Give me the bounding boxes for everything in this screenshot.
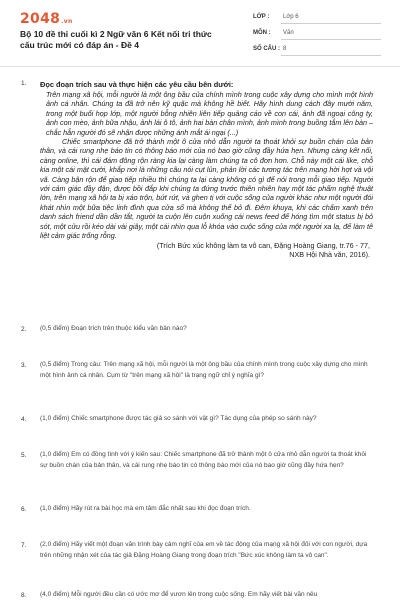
question-number: 1. xyxy=(21,80,27,87)
meta-underline xyxy=(281,55,381,56)
question-1-body xyxy=(40,79,373,259)
question-7-text: (2,0 điểm) Hãy viết một đoạn văn trình bày cảm nghĩ của em về tác động của mạng xã hội đối với con người, dựa trên những nhận xét của tác giả Đặng Hoàng Giang trong đoạn trích "Bức xúc không làm ta vô can". xyxy=(40,541,368,559)
logo-suffix: .vn xyxy=(61,18,73,25)
exam-meta xyxy=(251,10,381,58)
meta-label: MÔN : xyxy=(253,30,271,36)
page-header xyxy=(0,0,400,66)
meta-value: Văn xyxy=(283,30,294,36)
question-5-text: (1,0 điểm) Em có đồng tình với ý kiến sau: Chiếc smartphone đã trở thành một ô cửa nhỏ dẫn người ta thoát khỏi sự buồn chán của bản thân, và cái rung nhẹ báo tin có thông báo mới của nó bao giờ cũng đầy hứa hẹn? xyxy=(40,451,367,469)
question-number: 7. xyxy=(21,542,27,549)
question-number: 6. xyxy=(21,506,27,513)
question-6-text: (1,0 điểm) Hãy rút ra bài học mà em tâm đắc nhất sau khi đọc đoạn trích. xyxy=(40,505,251,512)
question-number: 4. xyxy=(21,416,27,423)
passage-paragraph: Trên mạng xã hội, mỗi người là một ông bầu của chính mình trong cuộc xây dựng cho mình một hình ảnh cá nhân. Chúng ta đã trở nên kỹ quặc mà không hề biết. Hãy hình dung cách đây mười năm, trong một buổi họp lớp, một người bỗng nhiên liên tiếp quảng cáo về con cái, ảnh đã ngoại công ty, ảnh con mèo, ảnh bữa nhậu, ảnh lái ô tô, ảnh hai bàn chân mình, ảnh mình trong buồng tắm lên bàn – chắc hẳn người đó sẽ nhận được những ánh mắt ái ngại (...) xyxy=(46,90,373,137)
question-number: 2. xyxy=(21,326,27,333)
meta-value: 8 xyxy=(283,46,287,52)
question-2-text: (0,5 điểm) Đoạn trích trên thuộc kiểu văn bản nào? xyxy=(40,325,187,332)
meta-row-class xyxy=(251,10,381,26)
logo-text: 2048 xyxy=(20,11,61,27)
document-title: Bộ 10 đề thi cuối kì 2 Ngữ văn 6 Kết nối tri thức cấu trúc mới có đáp án - Đề 4 xyxy=(20,29,212,50)
question-title: Đọc đoạn trích sau và thực hiện các yêu cầu bên dưới: xyxy=(40,80,234,89)
header-divider xyxy=(0,66,400,67)
meta-underline xyxy=(281,39,381,40)
meta-row-subject xyxy=(251,26,381,42)
citation-line: NXB Hội Nhà văn, 2016). xyxy=(289,249,370,259)
meta-underline xyxy=(281,23,381,24)
question-3-text: (0,5 điểm) Trong câu: Trên mạng xã hội, mỗi người là một ông bầu của chính mình trong cuộc xây dựng cho mình một hình ảnh cá nhân. Cụm từ "trên mạng xã hội" là trạng ngữ chỉ ý nghĩa gì? xyxy=(40,361,368,379)
meta-value: Lớp 6 xyxy=(283,14,299,20)
site-logo[interactable] xyxy=(20,11,73,27)
question-number: 8. xyxy=(21,592,27,599)
passage-paragraph: Chiếc smartphone đã trở thành một ô cửa nhỏ dẫn người ta thoát khỏi sự buồn chán của bản thân, và cái rung nhẹ báo tin có thông báo mới của nó bao giờ cũng đầy hứa hẹn. Nhưng càng kết nối, càng online, thì cái đám đông rộn ràng kia lại càng làm chúng ta cô đơn hơn. Chỗ này một cái like, chỗ kia một cái mặt cười, khắp nơi là những câu nói cụt lủn, phản lời các tương tác trên mạng hời hợt và vội vã. Càng bận rộn để giao tiếp nhiều thì chúng ta lại càng không có gì để nói trong mỗi giao tiếp. Người với cảm giác đầy đặn, được bồi đắp khi chúng ta đứng trước thiên nhiên hay một tác phẩm nghệ thuật lớn, trên mạng xã hội ta bị xáo trộn, bứt rứt, và ghen tị với cuộc sống của người khác như một người đói khát nhìn một bữa tiệc linh đình qua cửa sổ mà không thể bỏ đi. Đêm khuya, khi các chấm xanh trên danh sách friend dần dần tắt, người ta cuộn lên cuộn xuống cái news feed để hóng tìm một status bị bỏ sót, một cửu rồi kéo dài vài giây, một cái nhìn qua lỗ khóa vào cuộc sống của một người xa lạ, để làm tê liệt cảm giác trống rỗng. xyxy=(40,137,373,241)
meta-label: LỚP : xyxy=(253,14,270,20)
question-8-text: (4,0 điểm) Mỗi người đều cần có ước mơ để vươn lên trong cuộc sống. Em hãy viết bài văn nêu xyxy=(40,591,318,598)
citation-line: (Trích Bức xúc không làm ta vô can, Đặng Hoàng Giang, tr.76 - 77, xyxy=(156,240,370,250)
meta-label: SỐ CÂU : xyxy=(253,46,280,52)
question-number: 3. xyxy=(21,362,27,369)
question-number: 5. xyxy=(21,452,27,459)
question-4-text: (1,0 điểm) Chiếc smartphone được tác giả so sánh với vật gì? Tác dụng của phép so sánh này? xyxy=(40,415,317,422)
meta-row-count xyxy=(251,42,381,58)
